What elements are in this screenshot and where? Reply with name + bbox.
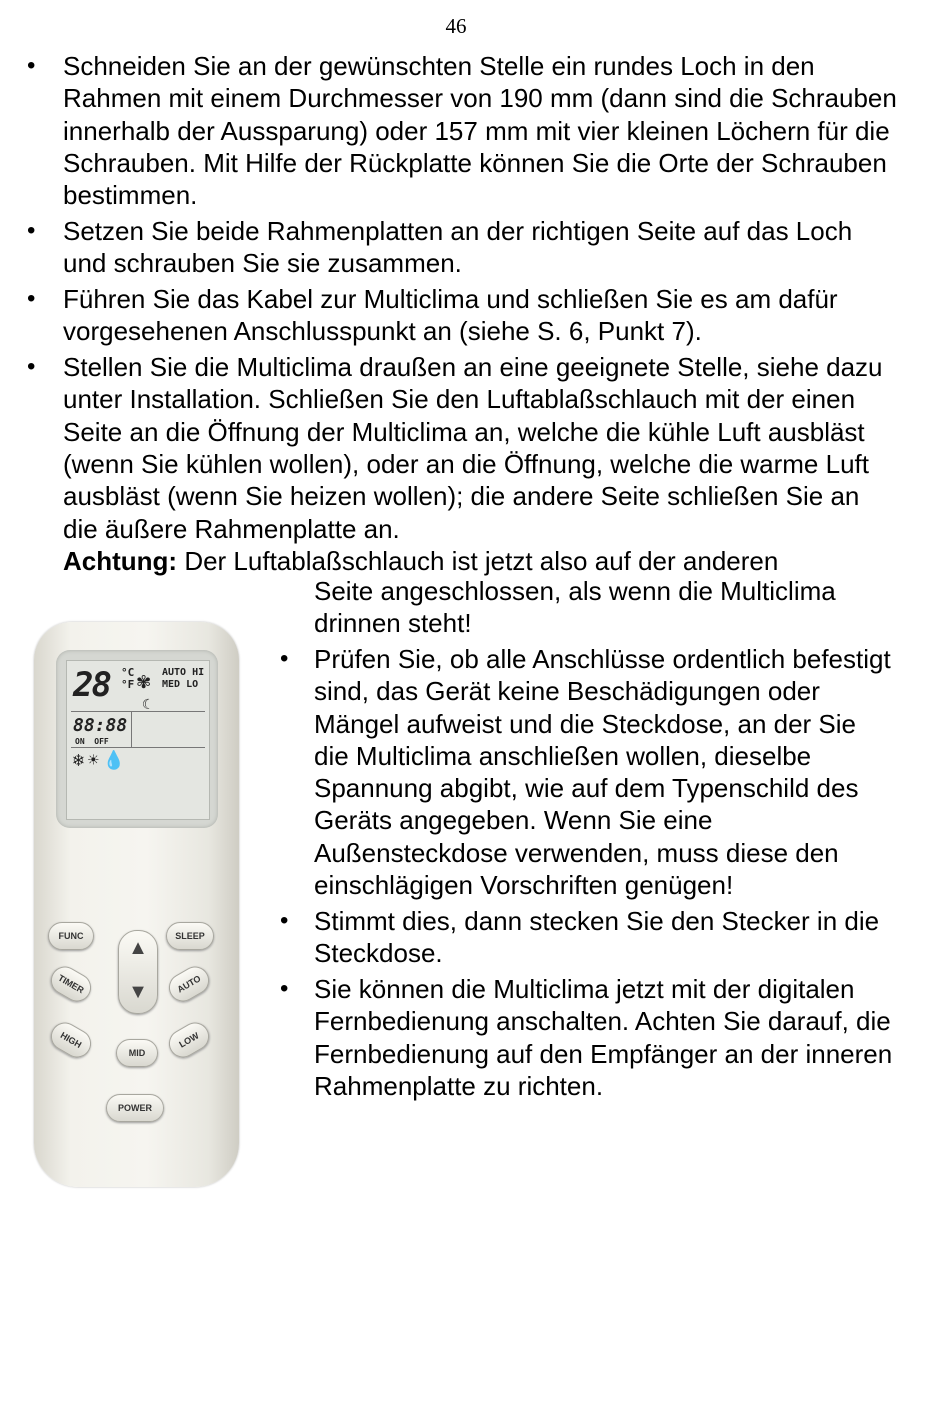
mid-button: MID xyxy=(116,1039,158,1067)
page-number: 46 xyxy=(445,14,467,38)
fan-icon: ✾ xyxy=(137,669,151,694)
list-item: • Setzen Sie beide Rahmenplatten an der richtigen Seite auf das Loch und schrauben Sie sie zusammen. xyxy=(25,215,900,280)
achtung-text: Der Luftablaßschlauch ist jetzt also auf der anderen xyxy=(177,545,779,576)
sun-icon: ☀ xyxy=(87,750,103,771)
lcd-mode-icons xyxy=(73,750,129,771)
arrow-up-icon: ▲ xyxy=(128,937,148,959)
lcd-divider xyxy=(71,711,205,712)
list-item: • Stimmt dies, dann stecken Sie den Stecker in die Steckdose. xyxy=(276,905,896,970)
moon-icon: ☾ xyxy=(142,697,151,713)
lcd-divider xyxy=(71,747,205,748)
sleep-button: SLEEP xyxy=(166,922,214,950)
list-item: • Sie können die Multiclima jetzt mit der digitalen Fernbedienung anschalten. Achten Sie darauf, die Fernbedienung auf den Empfänger an der inneren Rahmenplatte zu richten. xyxy=(276,973,896,1102)
temperature-arrow-pad xyxy=(118,930,158,1014)
lcd-fan-modes: AUTO HI MED LO xyxy=(162,667,205,690)
auto-button: AUTO xyxy=(164,961,214,1006)
arrow-down-icon: ▼ xyxy=(128,981,148,1003)
lcd-divider xyxy=(131,711,132,747)
lcd-on-off: ON OFF xyxy=(75,737,109,746)
lcd-temperature: 28 xyxy=(73,665,110,705)
instruction-list-right xyxy=(276,643,896,1106)
power-button: POWER xyxy=(106,1094,164,1122)
func-button: FUNC xyxy=(48,922,94,950)
lcd-clock: 88:88 xyxy=(73,715,128,736)
lcd-display xyxy=(66,660,210,820)
list-item: • Führen Sie das Kabel zur Multiclima und schließen Sie es am dafür vorgesehenen Anschlusspunkt an (siehe S. 6, Punkt 7). xyxy=(25,283,900,348)
remote-control-illustration xyxy=(34,622,239,1187)
low-button: LOW xyxy=(164,1017,214,1062)
list-item: • Prüfen Sie, ob alle Anschlüsse ordentlich befestigt sind, das Gerät keine Beschädigungen oder Mängel aufweist und die Steckdose, an der Sie die Multiclima anschließen wollen, dieselbe Spannung abgibt, wie auf dem Typenschild des Geräts angegeben. Wenn Sie eine Außensteckdose verwenden, muss diese den einschlägigen Vorschriften genügen! xyxy=(276,643,896,901)
high-button: HIGH xyxy=(46,1017,96,1062)
timer-button: TIMER xyxy=(46,961,96,1006)
lcd-frame xyxy=(56,650,218,828)
achtung-label: Achtung: xyxy=(63,545,178,576)
lcd-unit: °C °F xyxy=(121,666,135,691)
instruction-list-top xyxy=(25,50,900,581)
snowflake-icon: ❄ xyxy=(73,750,88,771)
achtung-continuation: Seite angeschlossen, als wenn die Multiclima drinnen steht! xyxy=(314,576,836,639)
list-item: • Schneiden Sie an der gewünschten Stelle ein rundes Loch in den Rahmen mit einem Durchmesser von 190 mm (dann sind die Schrauben innerhalb der Aussparung) oder 157 mm mit vier kleinen Löchern für die Schrauben. Mit Hilfe der Rückplatte können Sie die Orte der Schrauben bestimmen. xyxy=(25,50,900,211)
list-item: • Stellen Sie die Multiclima draußen an eine geeignete Stelle, siehe dazu unter Installation. Schließen Sie den Luftablaßschlauch mit der einen Seite an die Öffnung der Multiclima an, welche die kühle Luft ausbläst (wenn Sie kühlen wollen), oder an die Öffnung, welche die warme Luft ausbläst (wenn Sie heizen wollen); die andere Seite schließen Sie an die äußere Rahmenplatte an. Achtung: Der Luftablaßschlauch ist jetzt also auf der anderen xyxy=(25,351,900,577)
droplet-icon: 💧 xyxy=(102,750,130,771)
